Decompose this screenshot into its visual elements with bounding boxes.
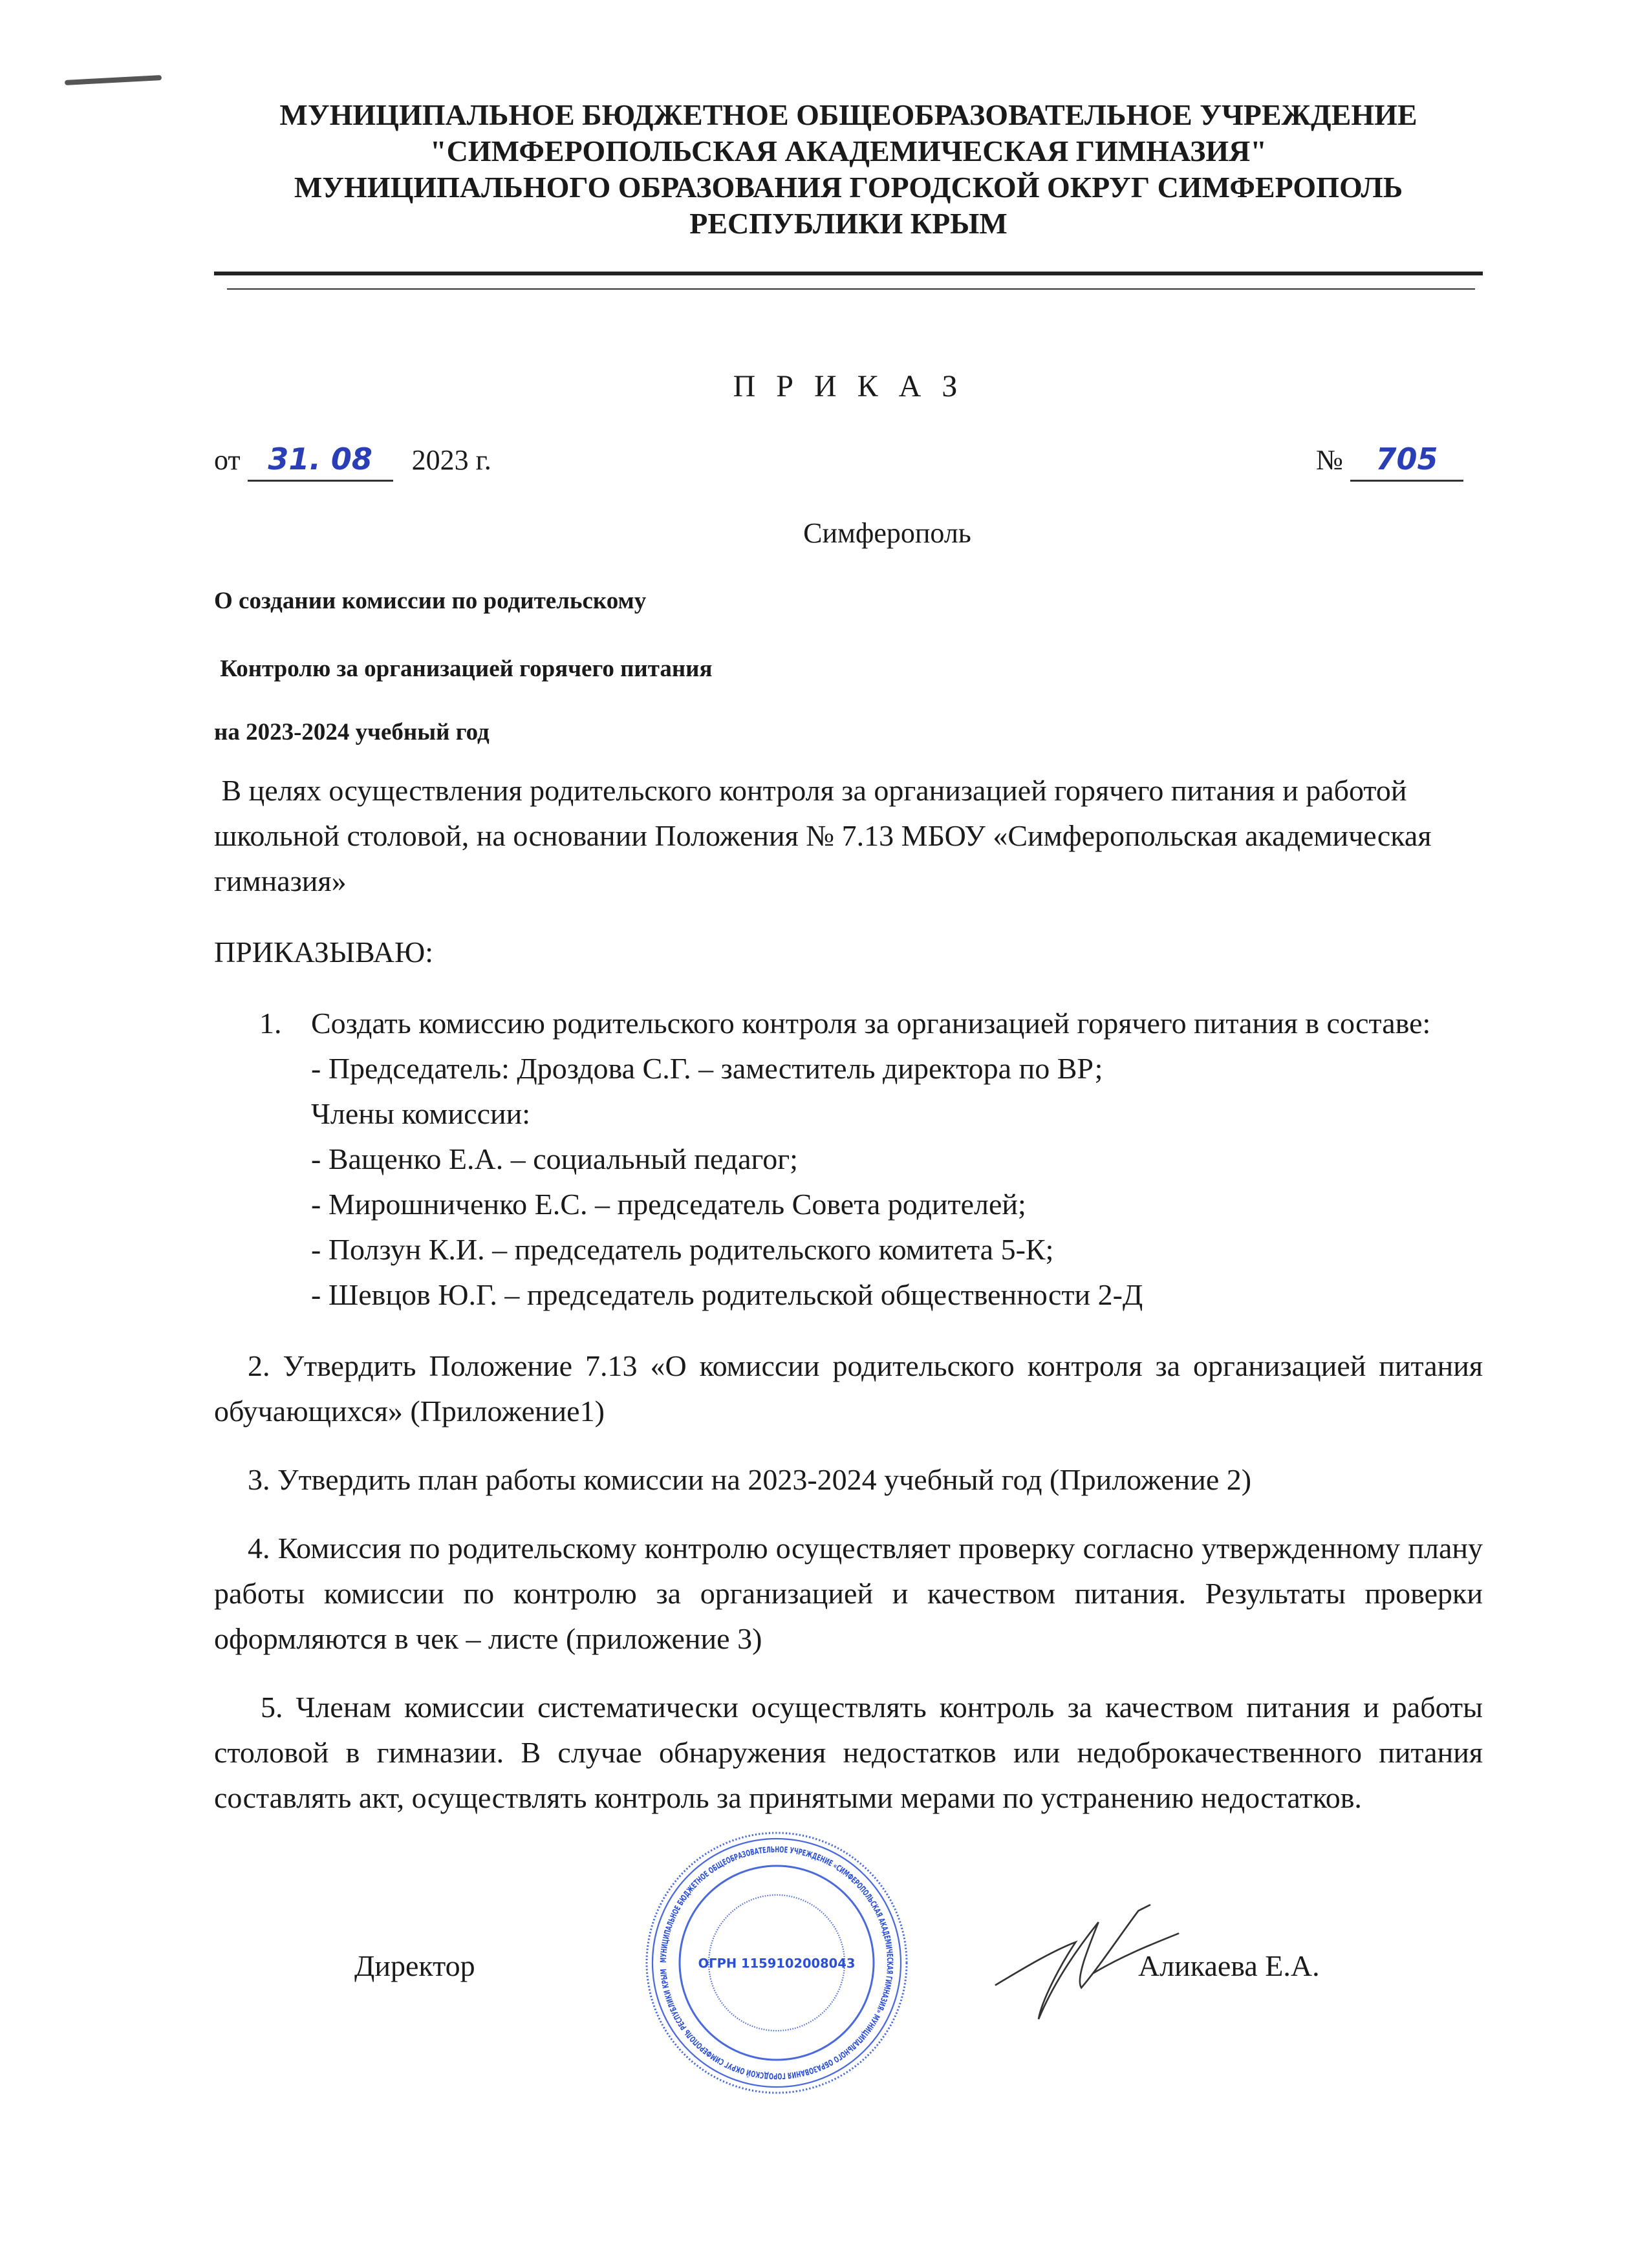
preamble: В целях осуществления родительского контроля за организацией горячего питания и работой школьной столовой, на основании Положения № 7.13 МБОУ «Симферопольская академическая гимназия» <box>214 774 1439 897</box>
subject-line: Контролю за организацией горячего питания <box>214 656 713 682</box>
document-title: П Р И К А З <box>733 369 964 403</box>
scan-mark <box>65 75 162 85</box>
letterhead <box>214 97 1483 242</box>
number-prefix: № <box>1316 444 1343 476</box>
item-1 <box>214 1001 1483 1046</box>
order-date <box>214 438 491 482</box>
item-text: Комиссия по родительскому контролю осуществляет проверку согласно утвержденному плану работы комиссии по контролю за организацией и качеством питания. Результаты проверки оформляются в чек – листе (приложение 3) <box>214 1532 1483 1655</box>
item-number: 1. <box>259 1007 282 1040</box>
member-line: - Шевцов Ю.Г. – председатель родительской общественности 2-Д <box>311 1278 1143 1311</box>
item-2 <box>214 1343 1483 1434</box>
item-3 <box>214 1457 1483 1503</box>
letterhead-line: МУНИЦИПАЛЬНОГО ОБРАЗОВАНИЯ ГОРОДСКОЙ ОКРУГ СИМФЕРОПОЛЬ <box>294 171 1403 204</box>
city: Симферополь <box>803 517 971 549</box>
signature-block <box>214 1827 1483 2105</box>
signatory-position: Директор <box>354 1949 475 1982</box>
number-handwritten: 705 <box>1350 438 1463 482</box>
header-rule-thick <box>214 272 1483 275</box>
date-year: 2023 г. <box>411 444 491 476</box>
item-number: 3. <box>248 1463 270 1496</box>
letterhead-line: "СИМФЕРОПОЛЬСКАЯ АКАДЕМИЧЕСКАЯ ГИМНАЗИЯ" <box>430 134 1267 167</box>
subject-line: О создании комиссии по родительскому <box>214 588 647 614</box>
member-line: - Председатель: Дроздова С.Г. – заместитель директора по ВР; <box>311 1052 1103 1085</box>
item-number: 2. <box>248 1349 270 1382</box>
order-word: ПРИКАЗЫВАЮ: <box>214 936 434 968</box>
member-line: - Ползун К.И. – председатель родительского комитета 5-К; <box>311 1233 1054 1266</box>
letterhead-line: МУНИЦИПАЛЬНОЕ БЮДЖЕТНОЕ ОБЩЕОБРАЗОВАТЕЛЬНОЕ УЧРЕЖДЕНИЕ <box>279 98 1417 131</box>
commission-members <box>214 1046 1483 1318</box>
letterhead-line: РЕСПУБЛИКИ КРЫМ <box>689 207 1008 240</box>
item-text: Утвердить план работы комиссии на 2023-2024 учебный год (Приложение 2) <box>277 1463 1252 1496</box>
member-line: - Ващенко Е.А. – социальный педагог; <box>311 1142 798 1175</box>
item-text: Членам комиссии систематически осуществлять контроль за качеством питания и работы столовой в гимназии. В случае обнаружения недостатков или недоброкачественного питания составлять акт, осуществлять контроль за принятыми мерами по устранению недостатков. <box>214 1691 1483 1814</box>
item-number: 5. <box>261 1691 283 1724</box>
stamp-ogrn: ОГРН 1159102008043 <box>698 1956 856 1971</box>
stamp-text: МУНИЦИПАЛЬНОЕ БЮДЖЕТНОЕ ОБЩЕОБРАЗОВАТЕЛЬНОЕ УЧРЕЖДЕНИЕ «СИМФЕРОПОЛЬСКАЯ АКАДЕМИЧЕСКАЯ ГИМНАЗИЯ» МУНИЦИПАЛЬНОГО ОБРАЗОВАНИЯ ГОРОДСКОЙ ОКРУГ СИМФЕРОПОЛЬ РЕСПУБЛИКИ КРЫМ <box>658 1845 895 2081</box>
item-5 <box>214 1685 1483 1821</box>
signatory-name: Аликаева Е.А. <box>1138 1949 1320 1982</box>
date-number-line <box>214 438 1483 482</box>
header-rule-thin <box>227 288 1475 290</box>
official-stamp <box>641 1827 912 2099</box>
item-text: Утвердить Положение 7.13 «О комиссии родительского контроля за организацией питания обучающихся» (Приложение1) <box>214 1349 1483 1428</box>
order-number <box>1316 438 1483 482</box>
date-handwritten: 31. 08 <box>248 438 393 482</box>
item-4 <box>214 1526 1483 1662</box>
subject-line: на 2023-2024 учебный год <box>214 719 490 745</box>
member-line: - Мирошниченко Е.С. – председатель Совета родителей; <box>311 1188 1026 1221</box>
item-text: Создать комиссию родительского контроля за организацией горячего питания в составе: <box>311 1007 1431 1040</box>
item-number: 4. <box>248 1532 270 1565</box>
date-prefix: от <box>214 444 241 476</box>
member-line: Члены комиссии: <box>311 1097 531 1130</box>
document-page <box>214 97 1483 2105</box>
